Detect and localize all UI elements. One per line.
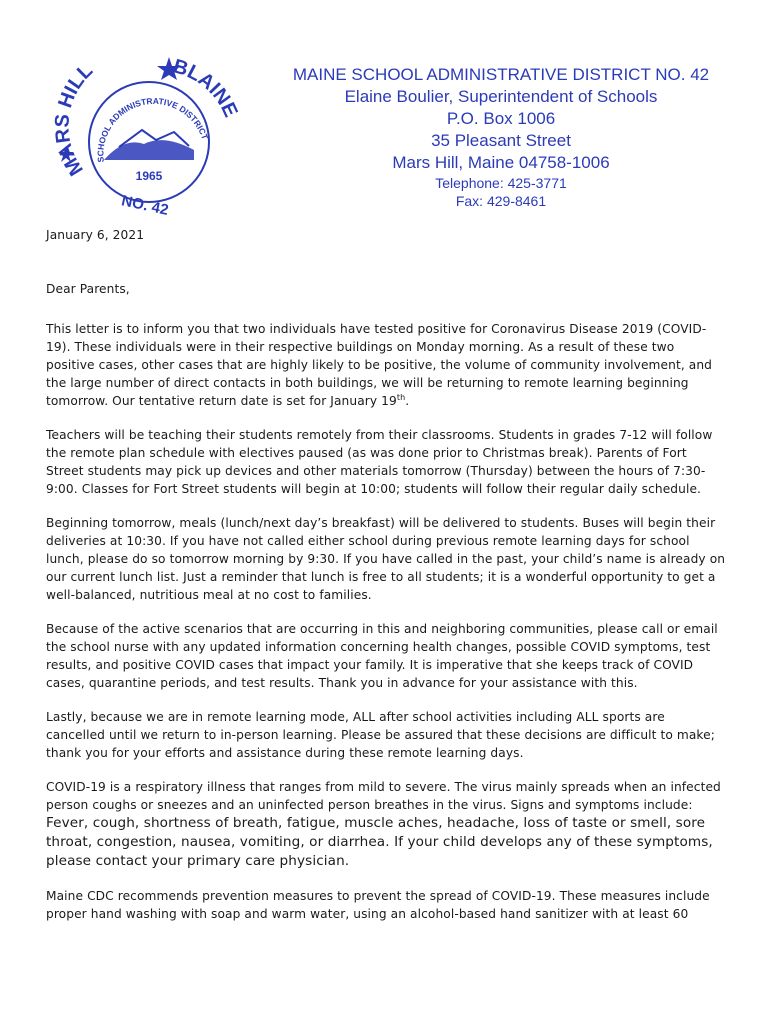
svg-text:MARS HILL [51, 60, 97, 180]
paragraph-1 [46, 320, 726, 410]
paragraph-3: Beginning tomorrow, meals (lunch/next day’s breakfast) will be delivered to students. Buses will begin their deliveries at 10:30. If you have not called either school during previous remote learning days for school lunch, please do so tomorrow morning by 9:30. If you have called in the past, your child’s name is already on our current lunch list. Just a reminder that lunch is free to all students; it is a wonderful opportunity to get a well-balanced, nutritious meal at no cost to families. [46, 516, 726, 602]
telephone: Telephone: 425-3771 [435, 175, 567, 191]
paragraph-1-text: This letter is to inform you that two individuals have tested positive for Coronavirus Disease 2019 (COVID-19). These individuals were in their respective buildings on Monday morning. As a result of these two positive cases, other cases that are highly likely to be positive, the volume of community involvement, and the large number of direct contacts in both buildings, we will be returning to remote learning beginning tomorrow. Our tentative return date is set for January 19 [46, 322, 713, 408]
letterhead [262, 64, 740, 210]
seal-blaine-text: BLAINE [170, 55, 242, 121]
paragraph-6-symptoms: Fever, cough, shortness of breath, fatigue, muscle aches, headache, loss of taste or smell, sore throat, congestion, nausea, vomiting, or diarrhea. If your child develops any of these symptoms, please contact your primary care physician. [46, 815, 713, 869]
paragraph-1-end: . [405, 394, 410, 408]
paragraph-2: Teachers will be teaching their students remotely from their classrooms. Students in grades 7-12 will follow the remote plan schedule with electives paused (as was done prior to Christmas break). Parents of Fort Street students may pick up devices and other materials tomorrow (Thursday) between the hours of 7:30-9:00. Classes for Fort Street students will begin at 10:00; students will follow their regular daily schedule. [46, 428, 713, 496]
paragraph-4: Because of the active scenarios that are occurring in this and neighboring communities, please call or email the school nurse with any updated information concerning health changes, possible COVID symptoms, test results, and positive COVID cases that impact your family. It is imperative that she keeps track of COVID cases, quarantine periods, and test results. Thank you in advance for your assistance with this. [46, 622, 718, 690]
letter-body [46, 226, 726, 939]
letter-date: January 6, 2021 [46, 228, 145, 242]
street-address: 35 Pleasant Street [431, 131, 571, 150]
paragraph-6-text: COVID-19 is a respiratory illness that ranges from mild to severe. The virus mainly spreads when an infected person coughs or sneezes and an uninfected person breathes in the virus. Signs and symptoms include: [46, 780, 721, 812]
paragraph-7: Maine CDC recommends prevention measures to prevent the spread of COVID-19. These measures include proper hand washing with soap and warm water, using an alcohol-based hand sanitizer with at least 60 [46, 889, 710, 921]
seal-number: NO. 42 [119, 192, 170, 219]
po-box: P.O. Box 1006 [446, 109, 556, 128]
superintendent-name: Elaine Boulier, Superintendent of Schools [344, 87, 658, 106]
seal-mars-hill-text: MARS HILL [51, 59, 98, 180]
city-address: Mars Hill, Maine 04758-1006 [392, 153, 610, 172]
paragraph-1-sup: th [396, 392, 406, 402]
district-seal-logo [44, 42, 254, 232]
letter-greeting: Dear Parents, [46, 282, 130, 296]
seal-year: 1965 [135, 169, 163, 183]
paragraph-6 [46, 778, 726, 871]
seal-inner-text: SCHOOL ADMINISTRATIVE DISTRICT [95, 95, 211, 163]
district-name: MAINE SCHOOL ADMINISTRATIVE DISTRICT NO. 42 [292, 65, 710, 84]
paragraph-5: Lastly, because we are in remote learning mode, ALL after school activities including ALL sports are cancelled until we return to in-person learning. Please be assured that these decisions are difficult to make; thank you for your efforts and assistance during these remote learning days. [46, 710, 715, 760]
fax: Fax: 429-8461 [455, 193, 547, 209]
